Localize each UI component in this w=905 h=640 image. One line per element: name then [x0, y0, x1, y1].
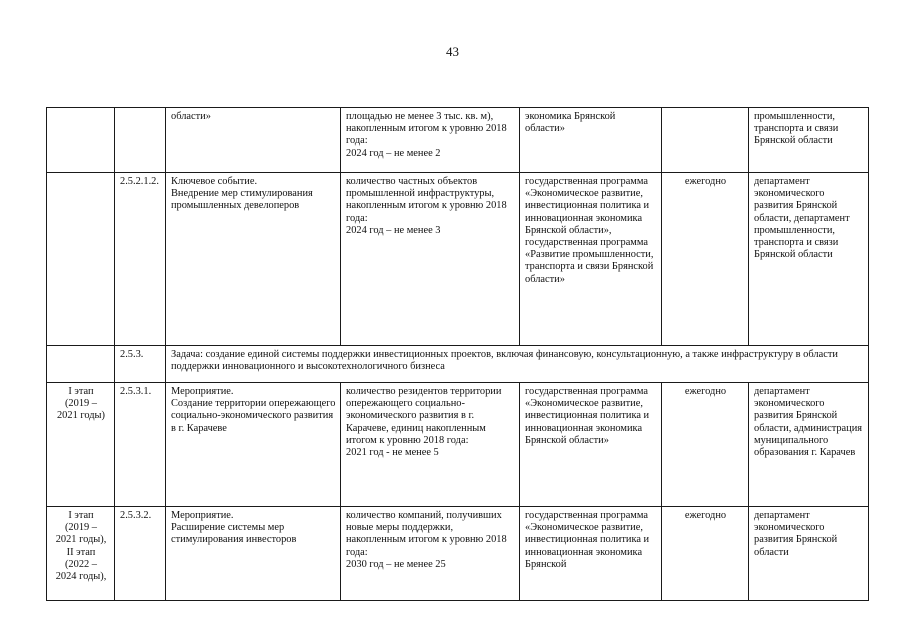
- period-cell: ежегодно: [662, 507, 749, 601]
- period-cell: [662, 108, 749, 173]
- stage-cell: [47, 173, 115, 346]
- indicator-cell: площадью не менее 3 тыс. кв. м), накопленным итогом к уровню 2018 года: 2024 год – не менее 2: [341, 108, 520, 173]
- event-cell: Мероприятие. Расширение системы мер стимулирования инвесторов: [166, 507, 341, 601]
- table-row: [47, 346, 869, 383]
- program-cell: экономика Брянской области»: [520, 108, 662, 173]
- item-number-cell: 2.5.3.: [115, 346, 166, 383]
- responsible-cell: департамент экономического развития Брянской области, администрация муниципального образования г. Карачев: [749, 383, 869, 507]
- stage-cell: [47, 346, 115, 383]
- stage-cell: I этап (2019 – 2021 годы), II этап (2022 – 2024 годы),: [47, 507, 115, 601]
- stage-cell: [47, 108, 115, 173]
- item-number-cell: 2.5.2.1.2.: [115, 173, 166, 346]
- table-row: [47, 383, 869, 507]
- event-cell: Мероприятие. Создание территории опережающего социально-экономического развития в г. Карачеве: [166, 383, 341, 507]
- event-cell: области»: [166, 108, 341, 173]
- item-number-cell: 2.5.3.1.: [115, 383, 166, 507]
- program-cell: государственная программа «Экономическое развитие, инвестиционная политика и инновационная экономика Брянской области»: [520, 383, 662, 507]
- item-number-cell: [115, 108, 166, 173]
- item-number-cell: 2.5.3.2.: [115, 507, 166, 601]
- stage-cell: I этап (2019 – 2021 годы): [47, 383, 115, 507]
- program-cell: государственная программа «Экономическое развитие, инвестиционная политика и инновационная экономика Брянской: [520, 507, 662, 601]
- indicator-cell: количество компаний, получивших новые меры поддержки, накопленным итогом к уровню 2018 года: 2030 год – не менее 25: [341, 507, 520, 601]
- measures-table: [46, 107, 869, 601]
- task-cell: Задача: создание единой системы поддержки инвестиционных проектов, включая финансовую, консультационную, а также инфраструктуру в области поддержки инновационного и высокотехнологичного бизнеса: [166, 346, 869, 383]
- indicator-cell: количество резидентов территории опережающего социально-экономического развития в г. Карачеве, единиц накопленным итогом к уровню 2018 года: 2021 год - не менее 5: [341, 383, 520, 507]
- table-row: [47, 108, 869, 173]
- table-row: [47, 507, 869, 601]
- responsible-cell: промышленности, транспорта и связи Брянской области: [749, 108, 869, 173]
- table-row: [47, 173, 869, 346]
- responsible-cell: департамент экономического развития Брянской области, департамент промышленности, транспорта и связи Брянской области: [749, 173, 869, 346]
- period-cell: ежегодно: [662, 173, 749, 346]
- program-cell: государственная программа «Экономическое развитие, инвестиционная политика и инновационная экономика Брянской области», государственная программа «Развитие промышленности, транспорта и связи Брянской области»: [520, 173, 662, 346]
- indicator-cell: количество частных объектов промышленной инфраструктуры, накопленным итогом к уровню 2018 года: 2024 год – не менее 3: [341, 173, 520, 346]
- event-cell: Ключевое событие. Внедрение мер стимулирования промышленных девелоперов: [166, 173, 341, 346]
- page-number: 43: [446, 44, 459, 59]
- responsible-cell: департамент экономического развития Брянской области: [749, 507, 869, 601]
- period-cell: ежегодно: [662, 383, 749, 507]
